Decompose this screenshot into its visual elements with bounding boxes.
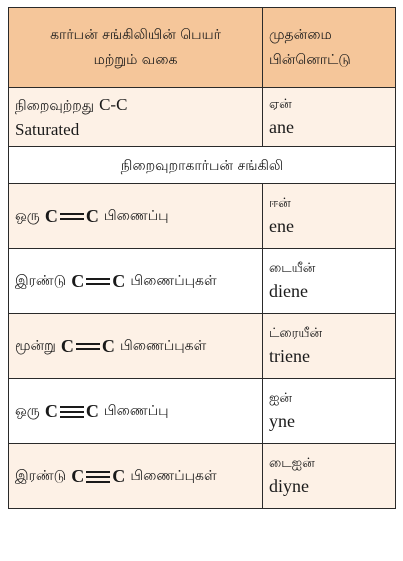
bond-word: பிணைப்பு (103, 207, 169, 224)
header-chain-name-line1: கார்பன் சங்கிலியின் பெயர் (50, 26, 221, 43)
unsaturated-heading-text: நிறைவுறாகார்பன் சங்கிலி (120, 157, 284, 174)
bond-word: பிணைப்பு (103, 402, 169, 419)
bond-line (60, 411, 84, 413)
bond-line (86, 481, 110, 483)
bond-description (15, 336, 206, 357)
bond-line (60, 406, 84, 408)
double-bond-icon (86, 277, 110, 287)
bond-count-word: மூன்று (15, 337, 56, 354)
suffix-cell (263, 249, 396, 314)
bond-description-cell (9, 249, 263, 314)
saturated-suffix-english: ane (269, 117, 294, 137)
bond-description-cell (9, 444, 263, 509)
table-row (9, 379, 396, 444)
triple-bond-icon (86, 469, 110, 484)
suffix-tamil: ட்ரையீன் (269, 326, 323, 341)
bond-count-word: ஒரு (15, 402, 40, 419)
bond-description (15, 206, 169, 227)
bond-description-cell (9, 314, 263, 379)
bond-word: பிணைப்புகள் (119, 337, 207, 354)
saturated-suffix-tamil: ஏன் (269, 97, 292, 112)
suffix-english: triene (269, 346, 310, 366)
carbon-atom-left: C (71, 466, 85, 487)
bond-line (76, 343, 100, 345)
carbon-atom-left: C (44, 401, 58, 422)
bond-description (15, 466, 217, 487)
header-chain-name (9, 8, 263, 88)
table-row (9, 444, 396, 509)
suffix-tamil: ஐன் (269, 391, 293, 406)
saturated-bond: C-C (99, 94, 128, 114)
table-row-saturated (9, 88, 396, 147)
table-row-unsaturated-heading (9, 147, 396, 184)
bond-count-word: இரண்டு (15, 272, 67, 289)
saturated-english: Saturated (15, 119, 80, 139)
table-header-row (9, 8, 396, 88)
unsaturated-heading (9, 147, 396, 184)
bond-description (15, 401, 169, 422)
saturated-tamil: நிறைவுற்றது (15, 97, 94, 114)
header-primary-suffix-line1: முதன்மை (269, 26, 332, 43)
bond-word: பிணைப்புகள் (130, 272, 217, 289)
carbon-atom-left: C (44, 206, 58, 227)
carbon-atom-right: C (112, 466, 126, 487)
suffix-english: diyne (269, 476, 309, 496)
triple-bond-icon (60, 404, 84, 419)
saturated-cell (9, 88, 263, 147)
suffix-english: diene (269, 281, 308, 301)
suffix-english: yne (269, 411, 295, 431)
suffix-cell (263, 379, 396, 444)
suffix-tamil: டைஐன் (269, 456, 315, 471)
suffix-cell (263, 184, 396, 249)
bond-description-cell (9, 379, 263, 444)
bond-word: பிணைப்புகள் (130, 467, 217, 484)
bond-description (15, 271, 217, 292)
bond-line (60, 213, 84, 215)
header-chain-name-line2: மற்றும் வகை (93, 51, 178, 68)
suffix-tamil: ஈன் (269, 196, 291, 211)
saturated-suffix-cell (263, 88, 396, 147)
double-bond-icon (60, 212, 84, 222)
suffix-cell (263, 314, 396, 379)
bond-description-cell (9, 184, 263, 249)
header-primary-suffix-line2: பின்னொட்டு (269, 51, 351, 68)
suffix-cell (263, 444, 396, 509)
carbon-atom-right: C (101, 336, 115, 357)
double-bond-icon (76, 342, 100, 352)
carbon-atom-right: C (112, 271, 126, 292)
bond-rows (9, 184, 396, 509)
suffix-english: ene (269, 216, 294, 236)
carbon-atom-right: C (85, 206, 99, 227)
bond-line (86, 278, 110, 280)
bond-line (76, 348, 100, 350)
carbon-atom-right: C (85, 401, 99, 422)
bond-line (86, 283, 110, 285)
bond-count-word: இரண்டு (15, 467, 67, 484)
bond-line (60, 416, 84, 418)
table-row (9, 314, 396, 379)
carbon-atom-left: C (71, 271, 85, 292)
bond-line (60, 218, 84, 220)
bond-line (86, 476, 110, 478)
carbon-atom-left: C (60, 336, 74, 357)
suffix-tamil: டையீன் (269, 261, 316, 276)
bond-count-word: ஒரு (15, 207, 40, 224)
table-row (9, 184, 396, 249)
header-primary-suffix (263, 8, 396, 88)
table-row (9, 249, 396, 314)
carbon-chain-suffix-table (8, 7, 396, 509)
bond-line (86, 471, 110, 473)
